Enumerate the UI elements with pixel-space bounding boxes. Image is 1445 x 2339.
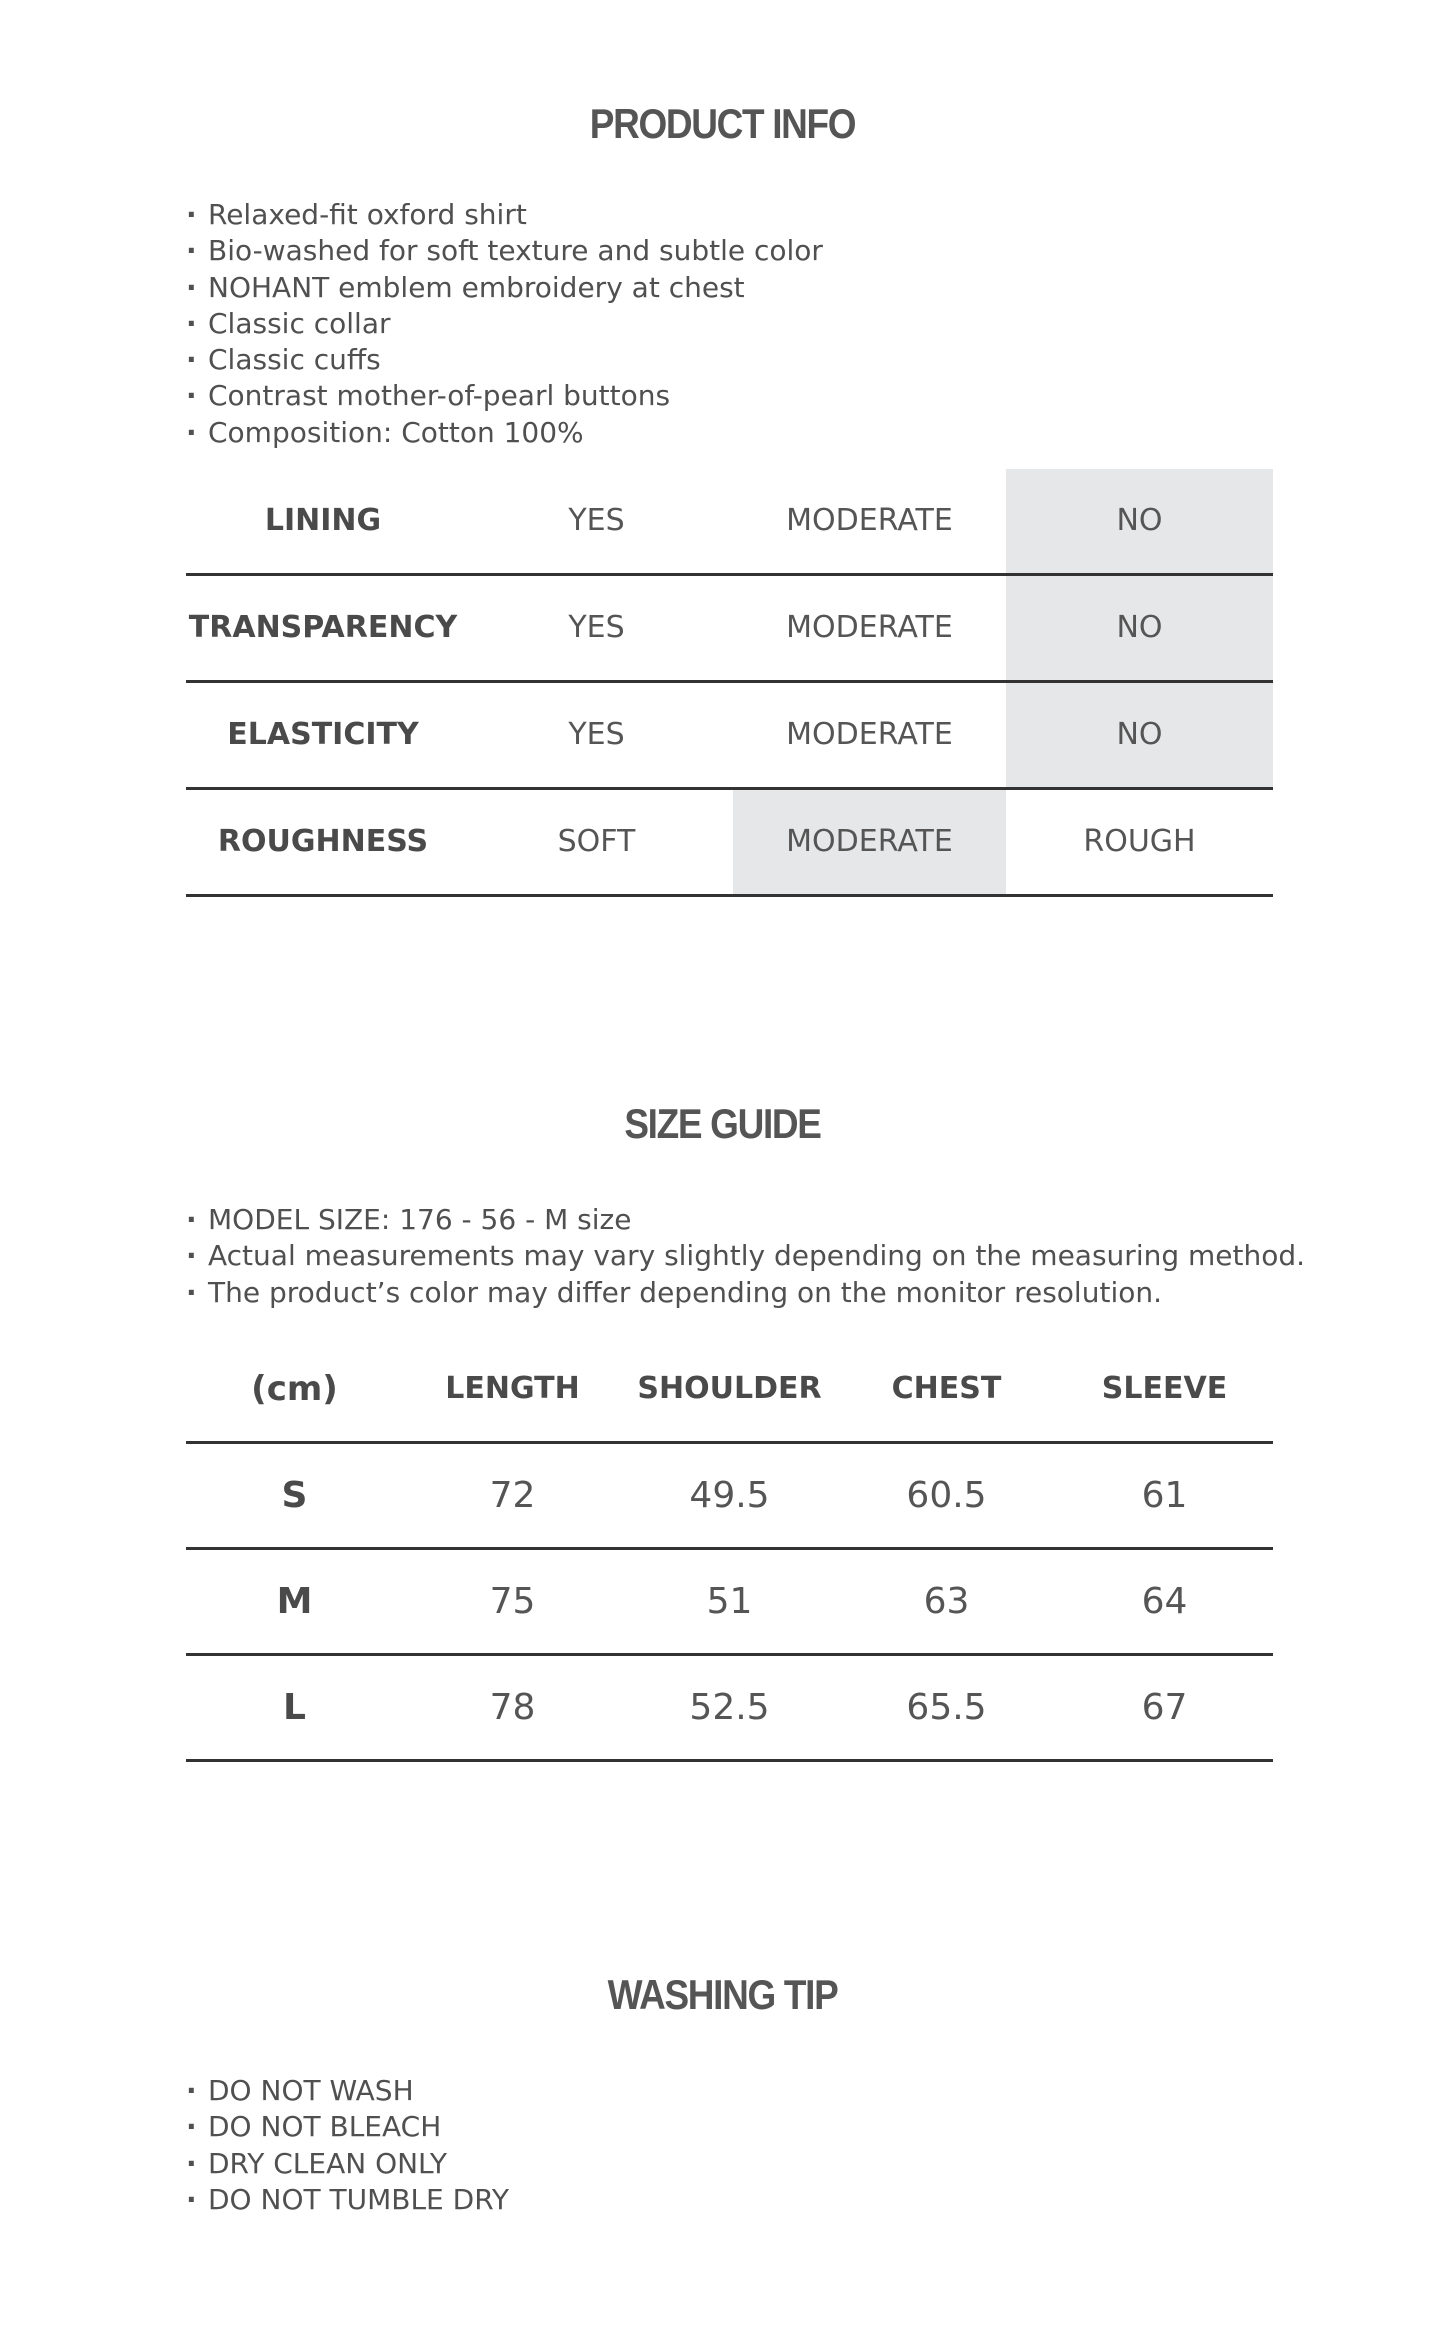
attribute-row-elasticity (186, 683, 1273, 790)
list-item: · Relaxed-fit oxford shirt (186, 197, 823, 233)
table-cell: 64 (1141, 1581, 1188, 1622)
attribute-option-selected: NO (1006, 683, 1273, 787)
attribute-label: TRANSPARENCY (188, 610, 458, 645)
list-item: · Composition: Cotton 100% (186, 415, 823, 451)
attribute-row-roughness (186, 790, 1273, 897)
list-item: · The product’s color may differ depending on the monitor resolution. (186, 1275, 1305, 1311)
list-item: · NOHANT emblem embroidery at chest (186, 270, 823, 306)
attribute-option: YES (568, 610, 625, 645)
table-cell: 61 (1141, 1475, 1188, 1516)
list-item: · Classic cuffs (186, 342, 823, 378)
table-cell: 63 (923, 1581, 970, 1622)
table-cell: 78 (489, 1687, 536, 1728)
attribute-option-selected: MODERATE (733, 790, 1006, 894)
list-item: · DO NOT WASH (186, 2073, 509, 2109)
attribute-option: ROUGH (1083, 824, 1196, 859)
table-cell: 52.5 (689, 1687, 770, 1728)
table-cell: 65.5 (906, 1687, 987, 1728)
list-item: · DRY CLEAN ONLY (186, 2146, 509, 2182)
size-label: M (276, 1581, 313, 1622)
table-cell: 67 (1141, 1687, 1188, 1728)
attribute-label: LINING (264, 503, 382, 538)
list-item: · Contrast mother-of-pearl buttons (186, 378, 823, 414)
list-item: · Bio-washed for soft texture and subtle color (186, 233, 823, 269)
attribute-option: MODERATE (786, 503, 953, 538)
list-item: · DO NOT BLEACH (186, 2109, 509, 2145)
column-header-length: LENGTH (445, 1371, 580, 1406)
column-header-unit: (cm) (251, 1369, 338, 1409)
size-label: L (283, 1687, 306, 1728)
column-header-sleeve: SLEEVE (1101, 1371, 1228, 1406)
table-row (186, 1550, 1273, 1656)
size-table-header (186, 1337, 1273, 1444)
table-cell: 75 (489, 1581, 536, 1622)
table-cell: 49.5 (689, 1475, 770, 1516)
attribute-option: YES (568, 503, 625, 538)
attribute-label: ELASTICITY (227, 717, 419, 752)
product-info-title: PRODUCT INFO (589, 100, 856, 147)
list-item: · MODEL SIZE: 176 - 56 - M size (186, 1202, 1305, 1238)
attribute-option-selected: NO (1006, 469, 1273, 573)
table-cell: 51 (706, 1581, 753, 1622)
attribute-option-selected: NO (1006, 576, 1273, 680)
table-cell: 72 (489, 1475, 536, 1516)
size-table (186, 1337, 1273, 1762)
list-item: · DO NOT TUMBLE DRY (186, 2182, 509, 2218)
list-item: · Classic collar (186, 306, 823, 342)
attribute-option: YES (568, 717, 625, 752)
product-info-list (186, 197, 823, 451)
table-row (186, 1444, 1273, 1550)
table-cell: 60.5 (906, 1475, 987, 1516)
attribute-option: MODERATE (786, 717, 953, 752)
list-item: · Actual measurements may vary slightly depending on the measuring method. (186, 1238, 1305, 1274)
attribute-row-lining (186, 469, 1273, 576)
column-header-shoulder: SHOULDER (637, 1371, 822, 1406)
washing-tip-title: WASHING TIP (607, 1971, 838, 2018)
size-guide-title: SIZE GUIDE (624, 1100, 821, 1147)
attribute-row-transparency (186, 576, 1273, 683)
size-guide-notes (186, 1202, 1305, 1311)
column-header-chest: CHEST (891, 1371, 1002, 1406)
attribute-option: SOFT (557, 824, 636, 859)
fabric-attributes-table (186, 469, 1273, 897)
table-row (186, 1656, 1273, 1762)
washing-tip-list (186, 2073, 509, 2218)
attribute-option: MODERATE (786, 610, 953, 645)
attribute-label: ROUGHNESS (217, 824, 429, 859)
size-label: S (281, 1475, 308, 1516)
